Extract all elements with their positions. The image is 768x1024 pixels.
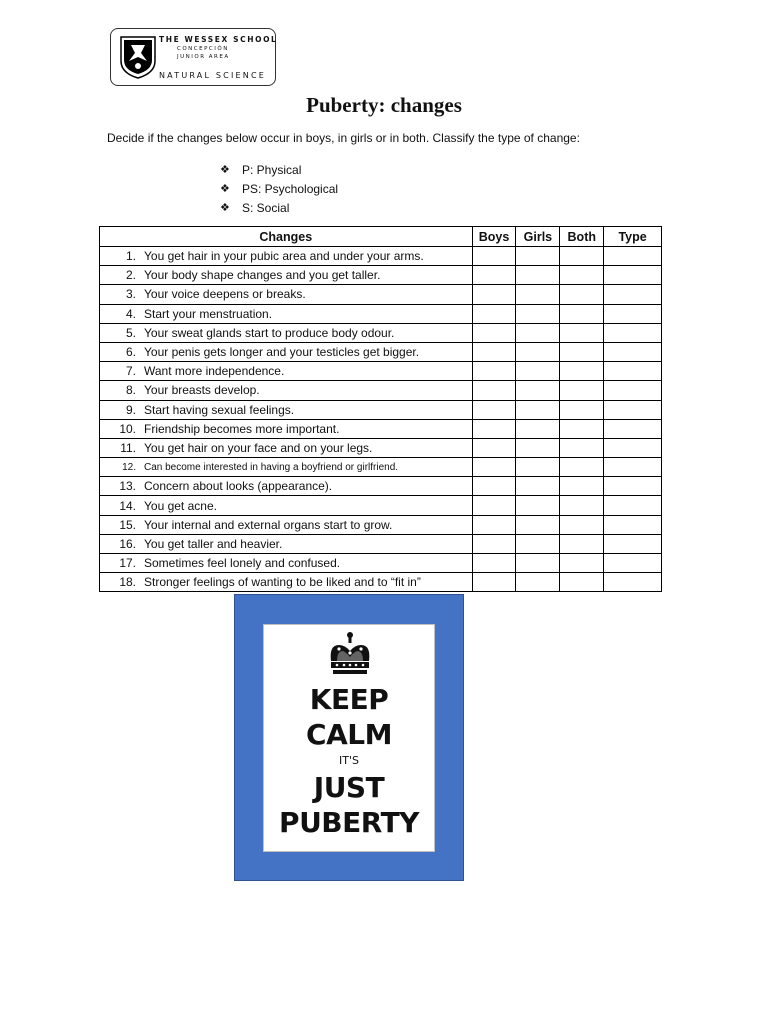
change-text: You get hair on your face and on your legs. (144, 440, 373, 455)
type-answer-cell[interactable] (604, 496, 662, 515)
table-row (100, 362, 662, 381)
boys-answer-cell[interactable] (472, 304, 516, 323)
table-row (100, 381, 662, 400)
girls-answer-cell[interactable] (516, 381, 560, 400)
school-name: THE WESSEX SCHOOL (159, 35, 278, 44)
change-cell (100, 285, 473, 304)
page-title: Puberty: changes (306, 93, 462, 117)
boys-answer-cell[interactable] (472, 515, 516, 534)
table-row (100, 266, 662, 285)
type-answer-cell[interactable] (604, 342, 662, 361)
change-cell (100, 400, 473, 419)
diamond-bullet-icon: ❖ (220, 164, 230, 176)
type-answer-cell[interactable] (604, 362, 662, 381)
row-number: 5. (125, 325, 136, 340)
boys-answer-cell[interactable] (472, 381, 516, 400)
diamond-bullet-icon: ❖ (220, 202, 230, 214)
poster-puberty: PUBERTY (279, 806, 419, 839)
change-cell (100, 266, 473, 285)
change-text: Want more independence. (144, 364, 285, 379)
poster-keep: KEEP (309, 683, 389, 716)
row-number: 13. (119, 479, 136, 494)
change-cell (100, 458, 473, 477)
boys-answer-cell[interactable] (472, 477, 516, 496)
both-answer-cell[interactable] (560, 362, 604, 381)
header-both: Both (560, 227, 604, 247)
boys-answer-cell[interactable] (472, 438, 516, 457)
type-answer-cell[interactable] (604, 266, 662, 285)
boys-answer-cell[interactable] (472, 573, 516, 592)
poster-its: IT'S (339, 754, 359, 767)
change-cell (100, 534, 473, 553)
type-answer-cell[interactable] (604, 515, 662, 534)
row-number: 6. (125, 345, 136, 360)
girls-answer-cell[interactable] (516, 534, 560, 553)
type-answer-cell[interactable] (604, 381, 662, 400)
change-text: Your internal and external organs start to grow. (144, 517, 393, 532)
type-answer-cell[interactable] (604, 477, 662, 496)
change-cell (100, 573, 473, 592)
row-number: 3. (125, 287, 136, 302)
both-answer-cell[interactable] (560, 247, 604, 266)
boys-answer-cell[interactable] (472, 362, 516, 381)
row-number: 14. (119, 498, 136, 513)
legend-label: S: Social (242, 200, 290, 215)
girls-answer-cell[interactable] (516, 458, 560, 477)
both-answer-cell[interactable] (560, 381, 604, 400)
both-answer-cell[interactable] (560, 534, 604, 553)
table-body (100, 247, 662, 592)
both-answer-cell[interactable] (560, 285, 604, 304)
type-answer-cell[interactable] (604, 554, 662, 573)
girls-answer-cell[interactable] (516, 362, 560, 381)
table-row (100, 515, 662, 534)
table-row (100, 342, 662, 361)
legend-item (220, 179, 338, 198)
school-area: JUNIOR AREA (177, 54, 230, 60)
change-text: You get hair in your pubic area and under your arms. (144, 249, 424, 264)
table-row (100, 247, 662, 266)
change-cell (100, 515, 473, 534)
girls-answer-cell[interactable] (516, 496, 560, 515)
girls-answer-cell[interactable] (516, 285, 560, 304)
change-cell (100, 381, 473, 400)
boys-answer-cell[interactable] (472, 247, 516, 266)
type-answer-cell[interactable] (604, 247, 662, 266)
change-text: Your body shape changes and you get taller. (144, 268, 381, 283)
row-number: 4. (125, 306, 136, 321)
changes-table (99, 226, 662, 592)
poster-calm: CALM (306, 718, 392, 751)
type-answer-cell[interactable] (604, 534, 662, 553)
type-answer-cell[interactable] (604, 304, 662, 323)
change-cell (100, 477, 473, 496)
both-answer-cell[interactable] (560, 266, 604, 285)
boys-answer-cell[interactable] (472, 534, 516, 553)
row-number: 10. (119, 421, 136, 436)
boys-answer-cell[interactable] (472, 554, 516, 573)
both-answer-cell[interactable] (560, 400, 604, 419)
header-girls: Girls (516, 227, 560, 247)
boys-answer-cell[interactable] (472, 458, 516, 477)
type-answer-cell[interactable] (604, 419, 662, 438)
poster-just: JUST (313, 771, 385, 804)
table-row (100, 573, 662, 592)
boys-answer-cell[interactable] (472, 400, 516, 419)
change-cell (100, 323, 473, 342)
boys-answer-cell[interactable] (472, 419, 516, 438)
girls-answer-cell[interactable] (516, 323, 560, 342)
crown-icon (325, 631, 375, 677)
legend-item (220, 198, 338, 217)
table-row (100, 438, 662, 457)
change-text: Can become interested in having a boyfriend or girlfriend. (144, 461, 399, 473)
boys-answer-cell[interactable] (472, 323, 516, 342)
header-changes: Changes (100, 227, 473, 247)
boys-answer-cell[interactable] (472, 266, 516, 285)
type-legend (220, 160, 338, 217)
both-answer-cell[interactable] (560, 438, 604, 457)
row-number: 1. (125, 249, 136, 264)
table-row (100, 477, 662, 496)
girls-answer-cell[interactable] (516, 554, 560, 573)
both-answer-cell[interactable] (560, 515, 604, 534)
both-answer-cell[interactable] (560, 419, 604, 438)
girls-answer-cell[interactable] (516, 515, 560, 534)
type-answer-cell[interactable] (604, 323, 662, 342)
change-cell (100, 304, 473, 323)
poster-card (263, 624, 435, 852)
change-text: Your sweat glands start to produce body odour. (144, 325, 395, 340)
school-header (110, 28, 276, 86)
header-type: Type (604, 227, 662, 247)
legend-label: PS: Psychological (242, 181, 339, 196)
row-number: 15. (119, 517, 136, 532)
type-answer-cell[interactable] (604, 573, 662, 592)
change-text: Your voice deepens or breaks. (144, 287, 306, 302)
row-number: 8. (125, 383, 136, 398)
legend-item (220, 160, 338, 179)
girls-answer-cell[interactable] (516, 266, 560, 285)
table-row (100, 400, 662, 419)
change-cell (100, 496, 473, 515)
change-text: Start having sexual feelings. (144, 402, 295, 417)
table-row (100, 323, 662, 342)
girls-answer-cell[interactable] (516, 304, 560, 323)
instructions-text: Decide if the changes below occur in boys, in girls or in both. Classify the type of change: (107, 131, 580, 145)
both-answer-cell[interactable] (560, 573, 604, 592)
row-number: 2. (125, 268, 136, 283)
change-text: Your penis gets longer and your testicles get bigger. (144, 345, 420, 360)
table-row (100, 458, 662, 477)
change-text: Friendship becomes more important. (144, 421, 340, 436)
row-number: 9. (125, 402, 136, 417)
both-answer-cell[interactable] (560, 304, 604, 323)
row-number: 18. (119, 575, 136, 590)
school-city: CONCEPCIÓN (177, 46, 229, 52)
school-subject: NATURAL SCIENCE (159, 71, 266, 80)
change-cell (100, 342, 473, 361)
both-answer-cell[interactable] (560, 496, 604, 515)
table-row (100, 534, 662, 553)
girls-answer-cell[interactable] (516, 342, 560, 361)
girls-answer-cell[interactable] (516, 438, 560, 457)
row-number: 12. (122, 461, 136, 473)
row-number: 17. (119, 556, 136, 571)
table-row (100, 496, 662, 515)
change-cell (100, 419, 473, 438)
table-header-row (100, 227, 662, 247)
type-answer-cell[interactable] (604, 400, 662, 419)
table-row (100, 554, 662, 573)
girls-answer-cell[interactable] (516, 400, 560, 419)
girls-answer-cell[interactable] (516, 573, 560, 592)
change-cell (100, 438, 473, 457)
type-answer-cell[interactable] (604, 285, 662, 304)
change-text: Concern about looks (appearance). (144, 479, 333, 494)
change-text: Sometimes feel lonely and confused. (144, 556, 341, 571)
school-crest-icon (119, 35, 157, 79)
keep-calm-poster (234, 594, 464, 881)
both-answer-cell[interactable] (560, 342, 604, 361)
change-text: Start your menstruation. (144, 306, 273, 321)
diamond-bullet-icon: ❖ (220, 183, 230, 195)
row-number: 16. (119, 536, 136, 551)
both-answer-cell[interactable] (560, 554, 604, 573)
change-text: You get taller and heavier. (144, 536, 283, 551)
table-row (100, 419, 662, 438)
change-text: Stronger feelings of wanting to be liked and to “fit in” (144, 575, 421, 590)
both-answer-cell[interactable] (560, 323, 604, 342)
header-boys: Boys (472, 227, 516, 247)
girls-answer-cell[interactable] (516, 419, 560, 438)
type-answer-cell[interactable] (604, 458, 662, 477)
table-row (100, 304, 662, 323)
boys-answer-cell[interactable] (472, 342, 516, 361)
legend-label: P: Physical (242, 162, 302, 177)
both-answer-cell[interactable] (560, 477, 604, 496)
girls-answer-cell[interactable] (516, 247, 560, 266)
girls-answer-cell[interactable] (516, 477, 560, 496)
table-row (100, 285, 662, 304)
change-cell (100, 362, 473, 381)
row-number: 11. (120, 440, 136, 455)
row-number: 7. (125, 364, 136, 379)
change-text: Your breasts develop. (144, 383, 260, 398)
boys-answer-cell[interactable] (472, 285, 516, 304)
both-answer-cell[interactable] (560, 458, 604, 477)
type-answer-cell[interactable] (604, 438, 662, 457)
change-text: You get acne. (144, 498, 217, 513)
change-cell (100, 247, 473, 266)
boys-answer-cell[interactable] (472, 496, 516, 515)
change-cell (100, 554, 473, 573)
